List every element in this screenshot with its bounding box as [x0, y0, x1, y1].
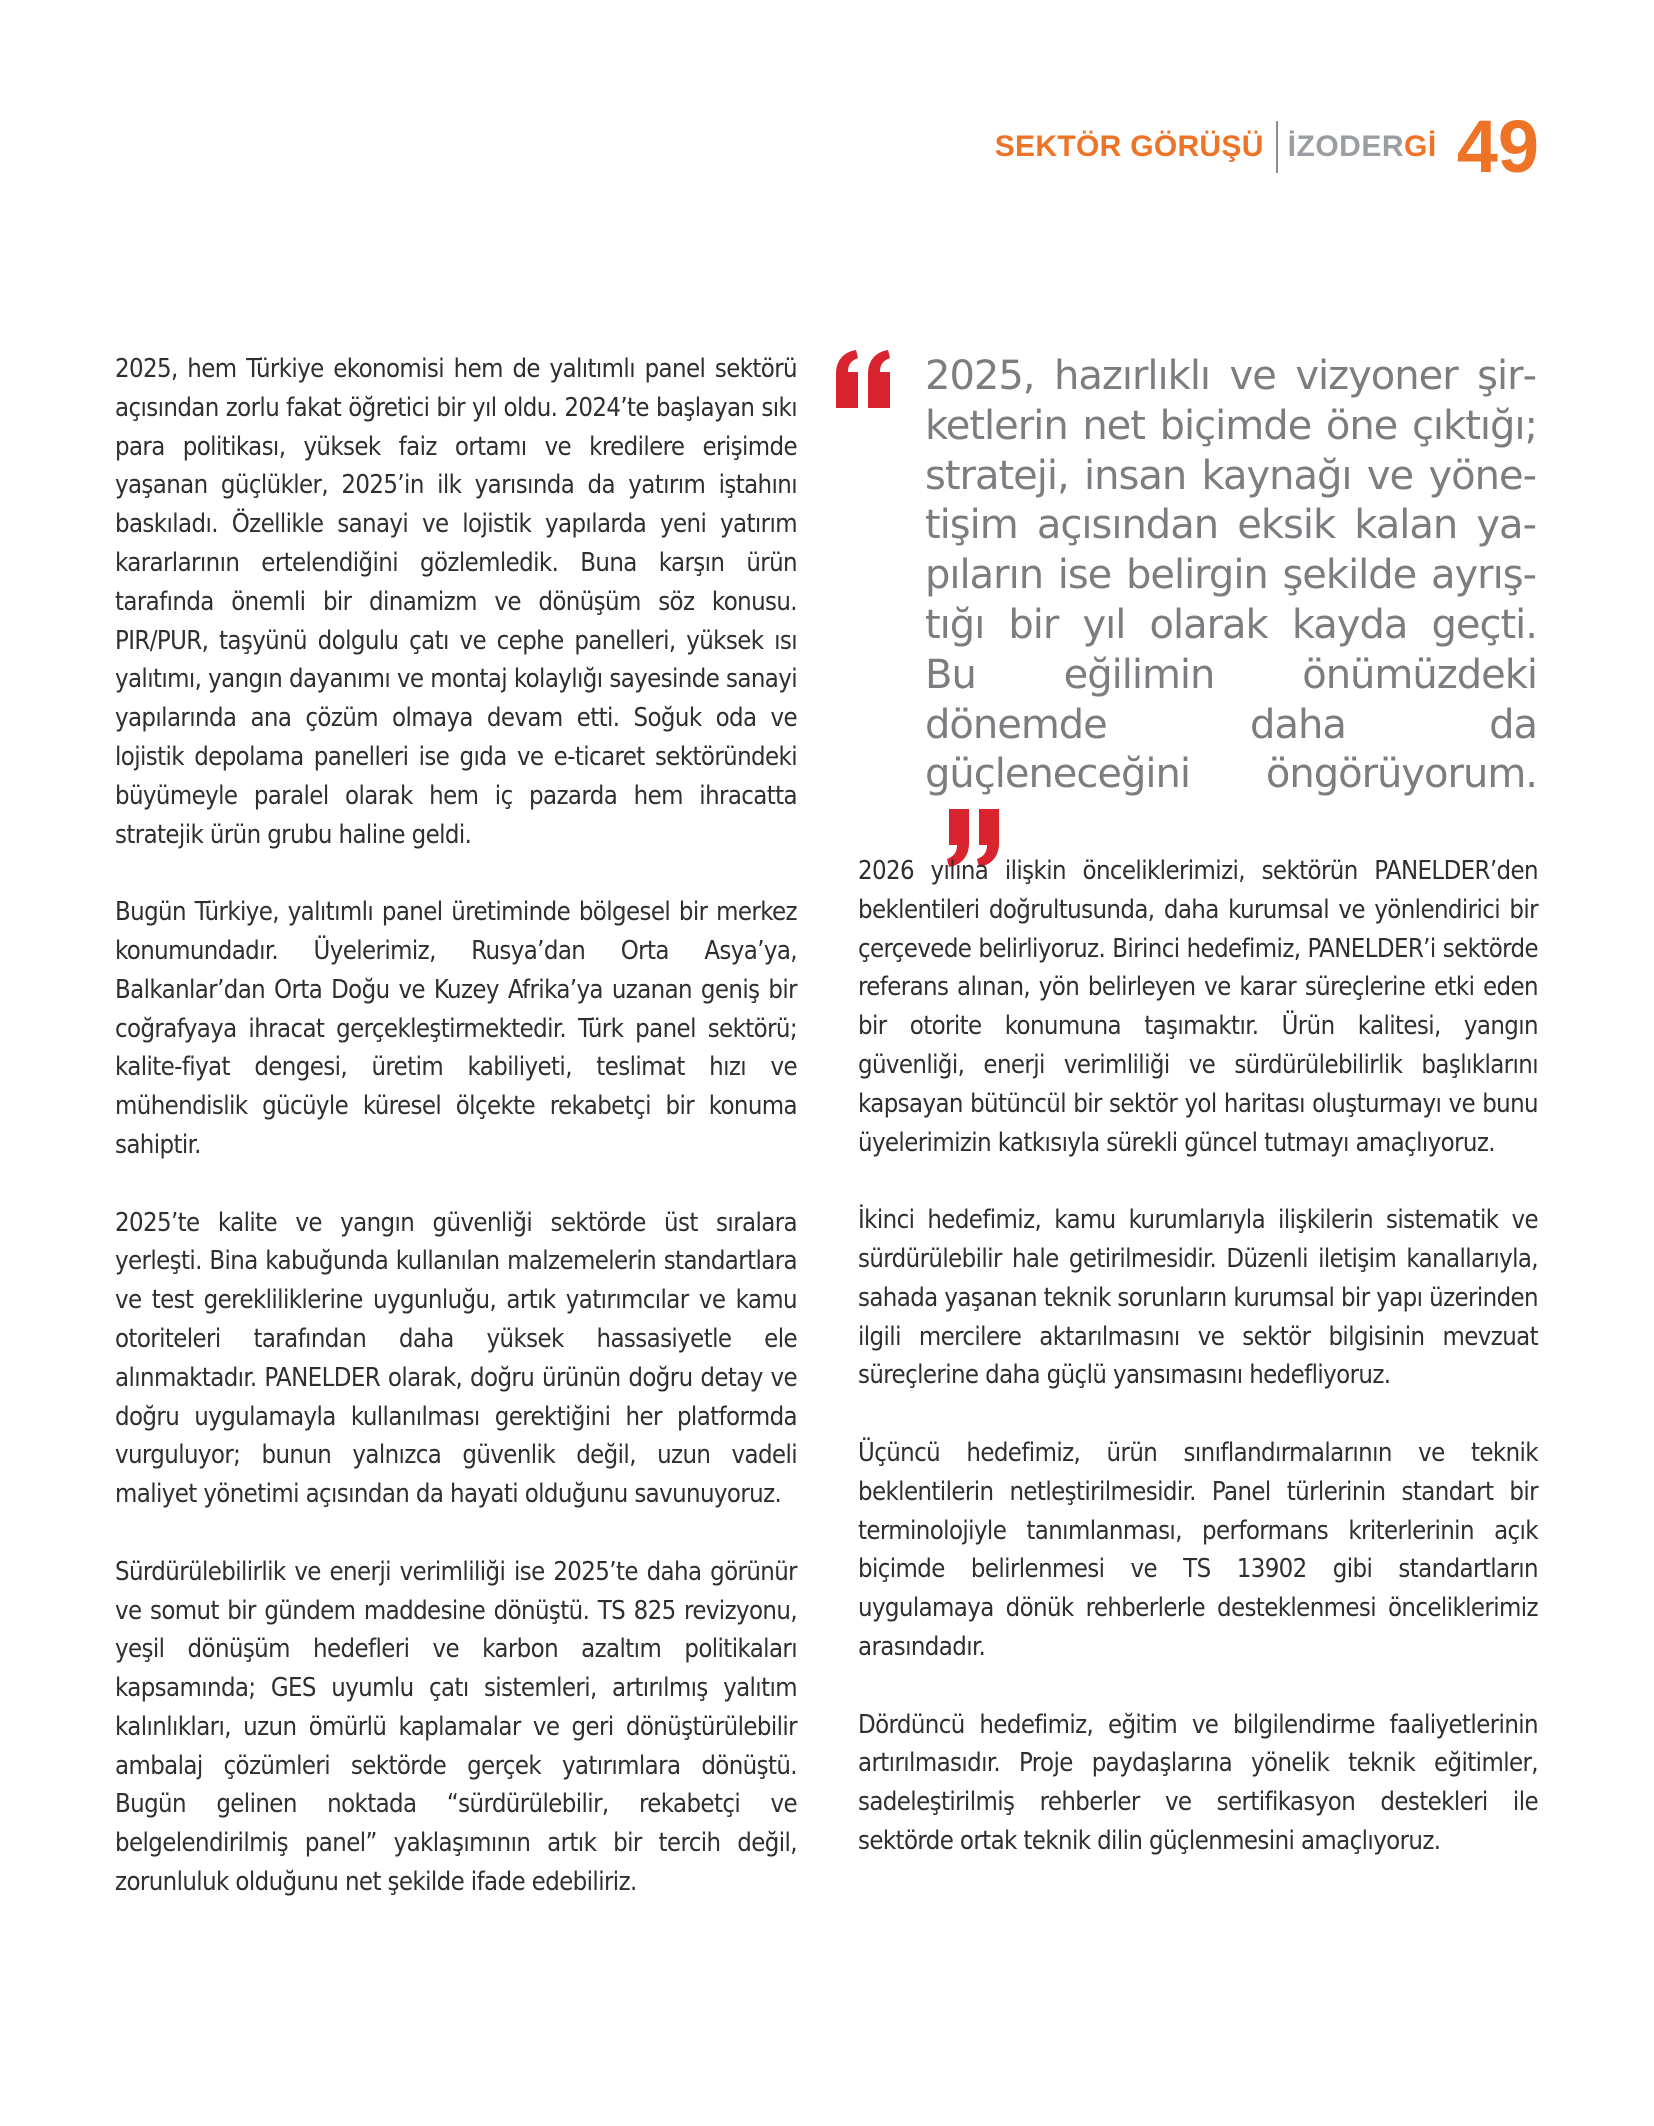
pull-quote-body: 2025, hazırlıklı ve vizyoner şirketlerin net biçimde öne çıktığı; strateji, insan kaynağı ve yönetişim açısından eksik kalan yapıların ise belirgin şekilde ayrıştığı bir yıl olarak kayda geçti. Bu eğilimin önümüzdeki dönemde daha da güçleneceğini öngörüyorum.: [925, 353, 1537, 798]
section-title: SEKTÖR GÖRÜŞÜ: [994, 130, 1264, 163]
paragraph: İkinci hedefimiz, kamu kurumlarıyla ilişkilerin sistematik ve sürdürülebilir hale getirilmesidir. Düzenli iletişim kanallarıyla, sahada yaşanan teknik sorunların kurumsal bir yapı üzerinden ilgili mercilere aktarılmasını ve sektör bilgisinin mevzuat süreçlerine daha güçlü yansımasını hedefliyoruz.: [858, 1205, 1538, 1391]
pull-quote-text: [925, 352, 1537, 867]
magazine-logo-accent: Gİ: [1404, 130, 1437, 163]
paragraph: Dördüncü hedefimiz, eğitim ve bilgilendirme faaliyetlerinin artırılmasıdır. Proje paydaşlarına yönelik teknik eğitimler, sadeleştirilmiş rehberler ve sertifikasyon destekleri ile sektörde ortak teknik dilin güçlenmesini amaçlıyoruz.: [858, 1709, 1538, 1856]
paragraph: Üçüncü hedefimiz, ürün sınıflandırmalarının ve teknik beklentilerin netleştirilmesidir. Panel türlerinin standart bir terminolojiyle tanımlanması, performans kriterlerinin açık biçimde belirlenmesi ve TS 13902 gibi standartların uygulamaya dönük rehberlerle desteklenmesi önceliklerimiz arasındadır.: [858, 1437, 1538, 1662]
paragraph: Sürdürülebilirlik ve enerji verimliliği ise 2025’te daha görünür ve somut bir gündem maddesine dönüştü. TS 825 revizyonu, yeşil dönüşüm hedefleri ve karbon azaltım politikaları kapsamında; GES uyumlu çatı sistemleri, artırılmış yalıtım kalınlıkları, uzun ömürlü kaplamalar ve geri dönüştürülebilir ambalaj çözümleri sektörde gerçek yatırımlara dönüştü. Bugün gelinen noktada “sürdürülebilir, rekabetçi ve belgelendirilmiş panel” yaklaşımının artık bir tercih değil, zorunluluk olduğunu net şekilde ifade edebiliriz.: [115, 1556, 797, 1898]
running-header: [994, 105, 1539, 188]
page-number: 49: [1456, 105, 1539, 188]
paragraph: Bugün Türkiye, yalıtımlı panel üretiminde bölgesel bir merkez konumundadır. Üyelerimiz, Rusya’dan Orta Asya’ya, Balkanlar’dan Orta Doğu ve Kuzey Afrika’ya uzanan geniş bir coğrafyaya ihracat gerçekleştirmektedir. Türk panel sektörü; kalite-fiyat dengesi, üretim kabiliyeti, teslimat hızı ve mühendislik gücüyle küresel ölçekte rekabetçi bir konuma sahiptir.: [115, 897, 797, 1160]
magazine-logo-main: İZODER: [1287, 130, 1405, 163]
paragraph: 2026 yılına ilişkin önceliklerimizi, sektörün PANELDER’den beklentileri doğrultusunda, daha kurumsal ve yönlendirici bir çerçevede belirliyoruz. Birinci hedefimiz, PANELDER’i sektörde referans alınan, yön belirleyen ve karar süreçlerine etki eden bir otorite konumuna taşımaktır. Ürün kalitesi, yangın güvenliği, enerji verimliliği ve sürdürülebilirlik başlıklarını kapsayan bütüncül bir sektör yol haritası oluşturmayı ve bunu üyelerimizin katkısıyla sürekli güncel tutmayı amaçlıyoruz.: [858, 856, 1538, 1158]
open-quote-icon: [832, 348, 894, 410]
magazine-logo: [1288, 130, 1437, 164]
header-divider: [1276, 121, 1278, 173]
left-column: [115, 350, 797, 1902]
paragraph: 2025, hem Türkiye ekonomisi hem de yalıtımlı panel sektörü açısından zorlu fakat öğretici bir yıl oldu. 2024’te başlayan sıkı para politikası, yüksek faiz ortamı ve kredilere erişimde yaşanan güçlükler, 2025’in ilk yarısında da yatırım iştahını baskıladı. Özellikle sanayi ve lojistik yapılarda yeni yatırım kararlarının ertelendiğini gözlemledik. Buna karşın ürün tarafında önemli bir dinamizm ve dönüşüm söz konusu. PIR/PUR, taşyünü dolgulu çatı ve cephe panelleri, yüksek ısı yalıtımı, yangın dayanımı ve montaj kolaylığı sayesinde sanayi yapılarında ana çözüm olmaya devam etti. Soğuk oda ve lojistik depolama panelleri ise gıda ve e-ticaret sektöründeki büyümeyle paralel olarak hem iç pazarda hem ihracatta stratejik ürün grubu haline geldi.: [115, 354, 797, 850]
paragraph: 2025’te kalite ve yangın güvenliği sektörde üst sıralara yerleşti. Bina kabuğunda kullanılan malzemelerin standartlara ve test gerekliliklerine uygunluğu, artık yatırımcılar ve kamu otoriteleri tarafından daha yüksek hassasiyetle ele alınmaktadır. PANELDER olarak, doğru ürünün doğru detay ve doğru uygulamayla kullanılması gerektiğini her platformda vurguluyor; bunun yalnızca güvenlik değil, uzun vadeli maliyet yönetimi açısından da hayati olduğunu savunuyoruz.: [115, 1207, 797, 1510]
right-column: [858, 852, 1538, 1861]
